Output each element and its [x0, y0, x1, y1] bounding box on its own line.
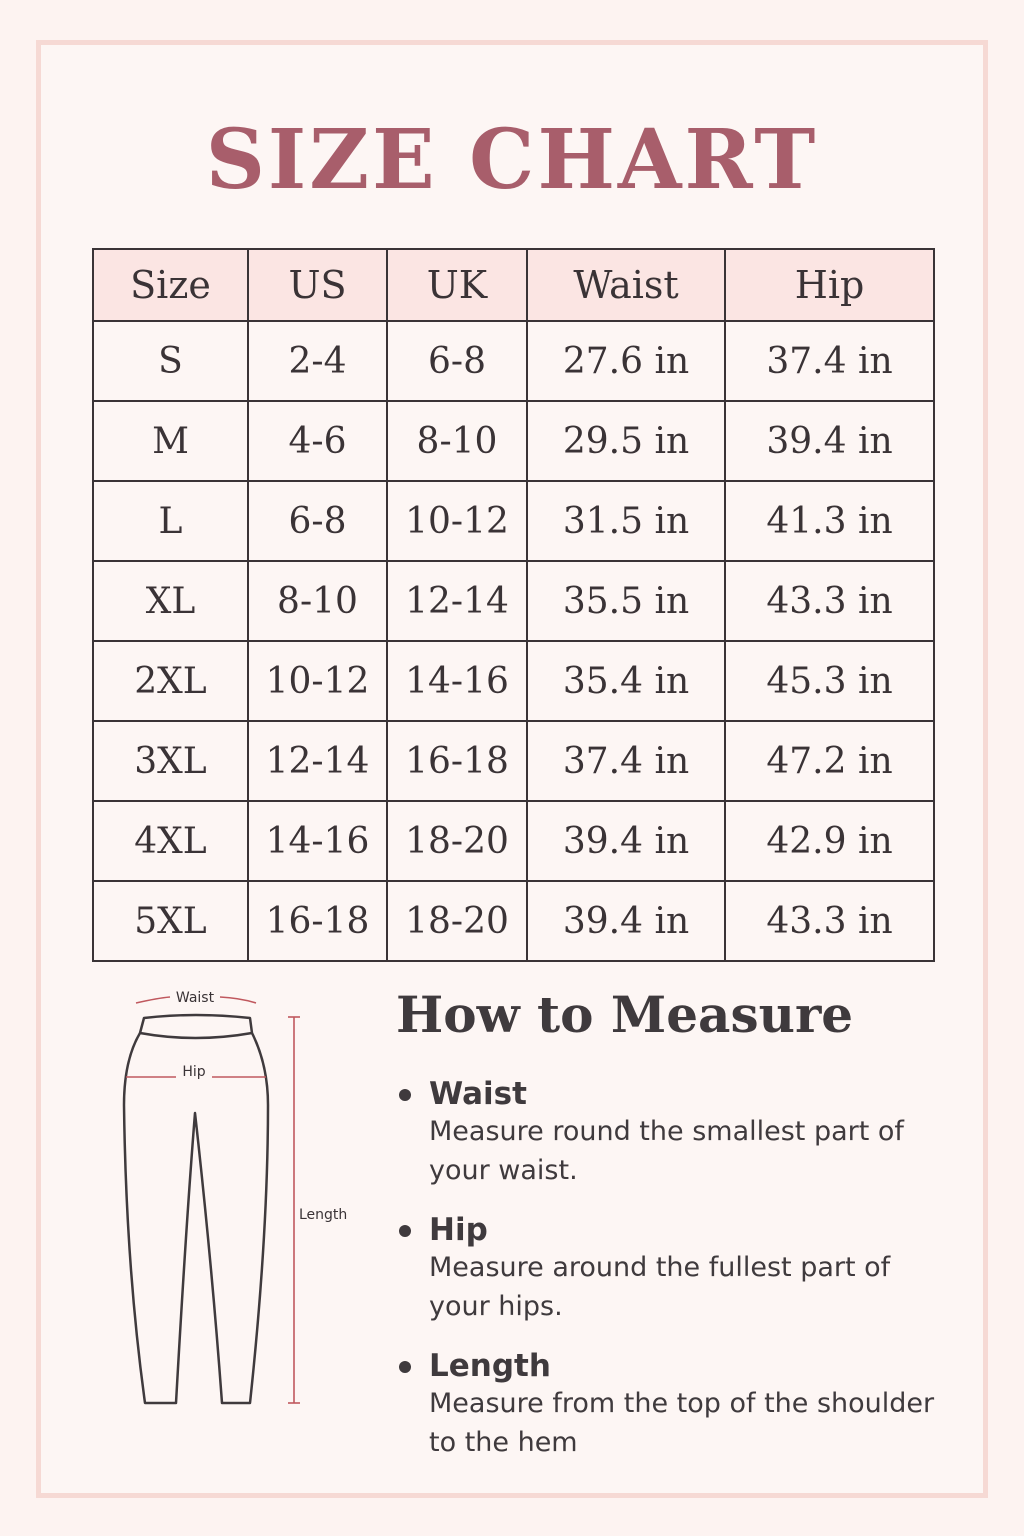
table-row [93, 801, 934, 881]
cell-hip: 43.3 in [725, 881, 934, 961]
guide-item-text: Measure from the top of the shoulder to the hem [429, 1388, 935, 1458]
guide-item-title: Hip [429, 1212, 488, 1248]
cell-us: 16-18 [248, 881, 387, 961]
column-header-us: US [248, 249, 387, 321]
cell-waist: 39.4 in [527, 801, 725, 881]
cell-uk: 16-18 [387, 721, 527, 801]
cell-us: 2-4 [248, 321, 387, 401]
bullet-icon [399, 1225, 411, 1237]
guide-item-waist [396, 1076, 956, 1190]
table-row [93, 401, 934, 481]
cell-waist: 31.5 in [527, 481, 725, 561]
cell-uk: 10-12 [387, 481, 527, 561]
column-header-size: Size [93, 249, 248, 321]
table-header-row [93, 249, 934, 321]
table-row [93, 321, 934, 401]
page-title: SIZE CHART [205, 112, 819, 208]
cell-size: 3XL [93, 721, 248, 801]
guide-item-text: Measure round the smallest part of your waist. [429, 1116, 904, 1186]
cell-hip: 41.3 in [725, 481, 934, 561]
cell-waist: 35.4 in [527, 641, 725, 721]
cell-uk: 18-20 [387, 801, 527, 881]
cell-us: 8-10 [248, 561, 387, 641]
column-header-hip: Hip [725, 249, 934, 321]
cell-hip: 43.3 in [725, 561, 934, 641]
cell-us: 6-8 [248, 481, 387, 561]
cell-size: S [93, 321, 248, 401]
table-row [93, 481, 934, 561]
cell-us: 12-14 [248, 721, 387, 801]
leggings-diagram [100, 985, 380, 1415]
cell-waist: 35.5 in [527, 561, 725, 641]
cell-waist: 27.6 in [527, 321, 725, 401]
bullet-icon [399, 1361, 411, 1373]
cell-uk: 6-8 [387, 321, 527, 401]
length-label: Length [299, 1207, 348, 1223]
cell-size: 4XL [93, 801, 248, 881]
cell-hip: 39.4 in [725, 401, 934, 481]
cell-size: M [93, 401, 248, 481]
column-header-waist: Waist [527, 249, 725, 321]
cell-size: 2XL [93, 641, 248, 721]
cell-size: XL [93, 561, 248, 641]
cell-uk: 18-20 [387, 881, 527, 961]
cell-hip: 37.4 in [725, 321, 934, 401]
cell-uk: 14-16 [387, 641, 527, 721]
cell-us: 14-16 [248, 801, 387, 881]
cell-hip: 42.9 in [725, 801, 934, 881]
table-row [93, 641, 934, 721]
cell-us: 10-12 [248, 641, 387, 721]
size-table [92, 248, 935, 962]
cell-uk: 12-14 [387, 561, 527, 641]
bullet-icon [399, 1089, 411, 1101]
column-header-uk: UK [387, 249, 527, 321]
cell-size: L [93, 481, 248, 561]
waist-label: Waist [175, 990, 215, 1006]
cell-waist: 39.4 in [527, 881, 725, 961]
cell-waist: 29.5 in [527, 401, 725, 481]
guide-item-title: Waist [429, 1076, 527, 1112]
cell-hip: 47.2 in [725, 721, 934, 801]
cell-us: 4-6 [248, 401, 387, 481]
guide-item-text: Measure around the fullest part of your hips. [429, 1252, 891, 1322]
guide-item-title: Length [429, 1348, 551, 1384]
how-to-measure-heading: How to Measure [396, 985, 854, 1044]
guide-item-hip [396, 1212, 956, 1326]
table-row [93, 561, 934, 641]
guide-item-length [396, 1348, 956, 1462]
leggings-illustration [100, 985, 380, 1415]
how-to-measure-section [396, 985, 956, 1462]
cell-hip: 45.3 in [725, 641, 934, 721]
cell-waist: 37.4 in [527, 721, 725, 801]
hip-label: Hip [182, 1064, 206, 1080]
cell-size: 5XL [93, 881, 248, 961]
table-row [93, 721, 934, 801]
cell-uk: 8-10 [387, 401, 527, 481]
table-row [93, 881, 934, 961]
